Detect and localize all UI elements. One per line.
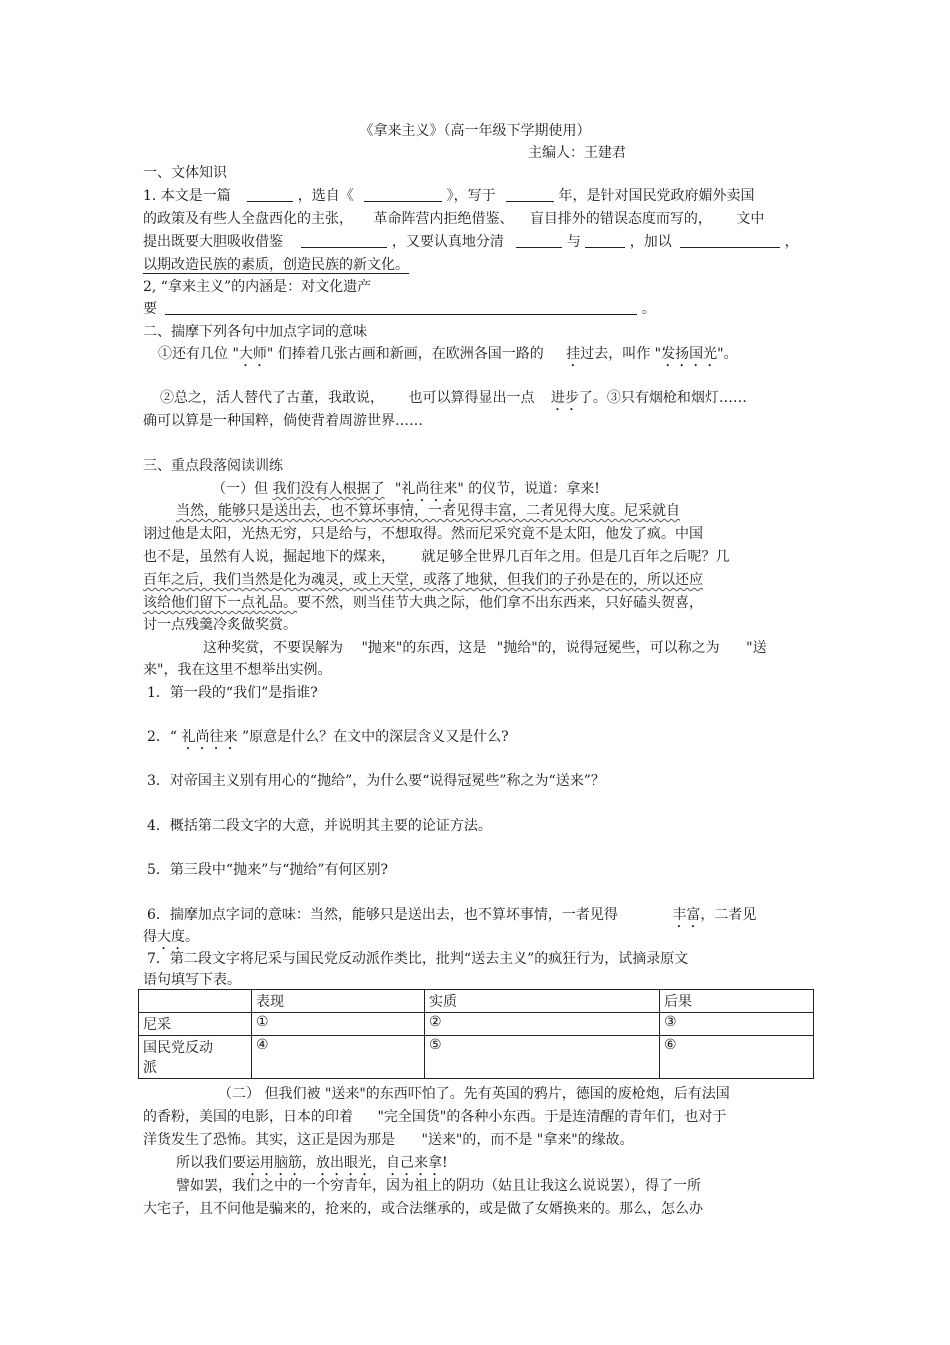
- text: ，又要认真地分清: [391, 234, 504, 250]
- text: 》，写于: [446, 188, 496, 204]
- dotted-word: "礼尚往来": [394, 481, 464, 497]
- s3-para3-line1: [203, 638, 813, 658]
- s3-para2-line2: 诩过他是太阳，光热无穷，只是给与，不想取得。然而尼采究竟不是太阳，他发了疯。中国: [143, 526, 703, 542]
- text: 文中: [736, 211, 765, 227]
- table-cell[interactable]: ④: [252, 1036, 425, 1079]
- dotted-word: 丰富: [672, 907, 701, 923]
- text: "。: [717, 346, 738, 362]
- text: 也不是，虽然有人说，掘起地下的煤来，: [143, 549, 395, 565]
- s3-question-5: 5．第三段中“抛来”与“抛给”有何区别?: [147, 862, 389, 878]
- s3-question-1: 1．第一段的“我们”是指谁?: [147, 685, 318, 701]
- table-header-cell: 实质: [425, 990, 660, 1013]
- text: 。: [185, 929, 199, 945]
- text: 以期改造民族的素质，创造民族的新文化。: [143, 257, 409, 273]
- table-cell: [139, 1036, 252, 1079]
- text: 与: [566, 234, 581, 250]
- dotted-word: 发扬国光: [661, 346, 718, 362]
- text: 这种奖赏，不要误解为: [203, 640, 343, 656]
- text: 就足够全世界几百年之用。但是几百年之后呢？几: [421, 549, 730, 565]
- text: ②总之，活人替代了古董，我敢说，: [160, 390, 384, 406]
- s3-para2-line6: 讨一点残羹冷炙做奖赏。: [143, 617, 297, 633]
- section-2-heading: 二、揣摩下列各句中加点字词的意味: [143, 324, 367, 340]
- s3-para2-line4: 百年之后，我们当然是化为魂灵，或上天堂，或落了地狱，但我们的子孙是在的，所以还应: [143, 572, 703, 588]
- s3-question-3: 3．对帝国主义别有用心的“抛给”，为什么要“说得冠冕些”称之为“送来”？: [147, 773, 605, 789]
- text: 年，是针对国民党政府媚外卖国: [558, 188, 755, 204]
- text: 。: [641, 301, 656, 317]
- answer-blank[interactable]: [680, 233, 780, 248]
- text: ，选自《: [297, 188, 354, 204]
- text: ，二者见: [700, 907, 757, 923]
- text: 要不然，则当佳节大典之际，他们拿不出东西来，只好磕头贺喜，: [297, 595, 703, 611]
- s4-para1-line3: [143, 1130, 813, 1150]
- text: 的仪节，说道：拿来!: [468, 481, 600, 497]
- answer-blank[interactable]: [585, 233, 625, 248]
- table-cell: 尼采: [139, 1013, 252, 1036]
- row-label: 国民党反动: [143, 1040, 213, 1056]
- s3-question-7-line2: 语句填写下表。: [143, 972, 241, 988]
- table-row: [139, 1013, 814, 1036]
- text: ①还有几位 ": [158, 346, 239, 362]
- section-1-heading: 一、文体知识: [143, 165, 227, 181]
- text: "送: [746, 640, 767, 656]
- s4-para1-line2: [143, 1107, 813, 1127]
- s3-question-7-line1: 7．第二段文字将尼采与国民党反动派作类比，批判“送去主义”的疯狂行为，试摘录原文: [147, 951, 689, 967]
- answer-blank[interactable]: [165, 300, 637, 315]
- answer-blank[interactable]: [364, 187, 442, 202]
- comparison-table: [138, 989, 814, 1079]
- text: "抛给"的，说得冠冕些，可以称之为: [496, 640, 720, 656]
- s1-q2-line2: [143, 299, 813, 319]
- text: ，加以: [629, 234, 672, 250]
- text: 过去，叫作 ": [580, 346, 662, 362]
- s1-q1-line1: [143, 186, 813, 206]
- dotted-word: 大师: [238, 346, 267, 362]
- table-header-row: [139, 990, 814, 1013]
- table-row: [139, 1036, 814, 1079]
- answer-blank[interactable]: [516, 233, 562, 248]
- answer-blank[interactable]: [506, 187, 554, 202]
- text: 盲目排外的错误态度而写的，: [529, 211, 712, 227]
- text: （一）但: [212, 481, 268, 497]
- text: ”原意是什么？在文中的深层含义又是什么?: [241, 729, 509, 745]
- text: 我们没有人根据了: [272, 481, 385, 497]
- table-header-cell: 后果: [660, 990, 814, 1013]
- text: 1. 本文是一篇: [143, 188, 231, 204]
- text: "抛来"的东西，这是: [361, 640, 487, 656]
- table-cell[interactable]: ⑥: [660, 1036, 814, 1079]
- text: 革命阵营内拒绝借鉴、: [373, 211, 514, 227]
- text: "完全国货"的各种小东西。于是连清醒的青年们，也对于: [377, 1109, 727, 1125]
- s3-question-4: 4．概括第二段文字的大意，并说明其主要的论证方法。: [147, 818, 492, 834]
- dotted-word: 挂: [566, 346, 581, 362]
- row-label: 派: [143, 1060, 157, 1076]
- text: !: [442, 1155, 448, 1171]
- dotted-word: 运用脑筋，放出眼光，自己来拿: [246, 1155, 442, 1171]
- section-3-heading: 三、重点段落阅读训练: [143, 458, 283, 474]
- text: 的香粉，美国的电影，日本的印着: [143, 1109, 353, 1125]
- text: ，: [784, 234, 799, 250]
- text: 得: [143, 929, 157, 945]
- s3-para2-line5: [143, 593, 813, 613]
- text: 要: [143, 301, 157, 317]
- table-header-cell: 表现: [252, 990, 425, 1013]
- table-cell[interactable]: ①: [252, 1013, 425, 1036]
- s1-q2-line1: 2, “拿来主义”的内涵是：对文化遗产: [143, 279, 372, 295]
- s4-para3-line1: 譬如罢，我们之中的一个穷青年，因为祖上的阴功（姑且让我这么说说罢），得了一所: [176, 1178, 701, 1194]
- text: " 们捧着几张古画和新画，在欧洲各国一路的: [266, 346, 544, 362]
- table-cell[interactable]: ②: [425, 1013, 660, 1036]
- text: 该给他们留下一点礼品。: [143, 595, 297, 611]
- text: 2．“: [147, 729, 178, 745]
- answer-blank[interactable]: [247, 187, 293, 202]
- page-title: 《拿来主义》（高一年级下学期使用）: [359, 123, 591, 139]
- text: 6．揣摩加点字词的意味：当然，能够只是送出去，也不算坏事情，一者见得: [147, 907, 618, 923]
- s1-q1-line2: [143, 209, 813, 229]
- dotted-word: 进步: [550, 390, 579, 406]
- dotted-word: 大度: [157, 929, 185, 945]
- text: "送来"的，而不是 "拿来"的缘故。: [421, 1132, 634, 1148]
- s1-q1-line3: [143, 232, 813, 252]
- table-cell[interactable]: ⑤: [425, 1036, 660, 1079]
- s4-para1-line1: （二） 但我们被 "送来"的东西吓怕了。先有英国的鸦片，德国的废枪炮，后有法国: [218, 1086, 730, 1102]
- s3-para3-line2: 来"，我在这里不想举出实例。: [143, 662, 332, 678]
- text: 所以我们要: [176, 1155, 246, 1171]
- text: 了。③只有烟枪和烟灯……: [578, 390, 747, 406]
- text: 洋货发生了恐怖。其实，这正是因为那是: [143, 1132, 395, 1148]
- s2-item3: 确可以算是一种国粹，倘使背着周游世界……: [143, 413, 423, 429]
- table-cell[interactable]: ③: [660, 1013, 814, 1036]
- s4-para3-line2: 大宅子，且不问他是骗来的，抢来的，或合法继承的，或是做了女婿换来的。那么，怎么办: [143, 1201, 703, 1217]
- s3-para2-line1: 当然，能够只是送出去，也不算坏事情，一者见得丰富，二者见得大度。尼采就自: [176, 503, 680, 519]
- editor-credit: 主编人：王建君: [528, 145, 626, 161]
- dotted-word: 礼尚往来: [181, 729, 238, 745]
- text: 也可以算得显出一点: [408, 390, 535, 406]
- s3-para2-line3: [143, 547, 813, 567]
- s3-question-2: [147, 727, 817, 753]
- text: 的政策及有些人全盘西化的主张，: [143, 211, 353, 227]
- text: 提出既要大胆吸收借鉴: [143, 234, 283, 250]
- s1-q1-line4: [143, 255, 813, 275]
- s2-item1: [158, 344, 828, 370]
- answer-blank[interactable]: [301, 233, 387, 248]
- table-header-cell: [139, 990, 252, 1013]
